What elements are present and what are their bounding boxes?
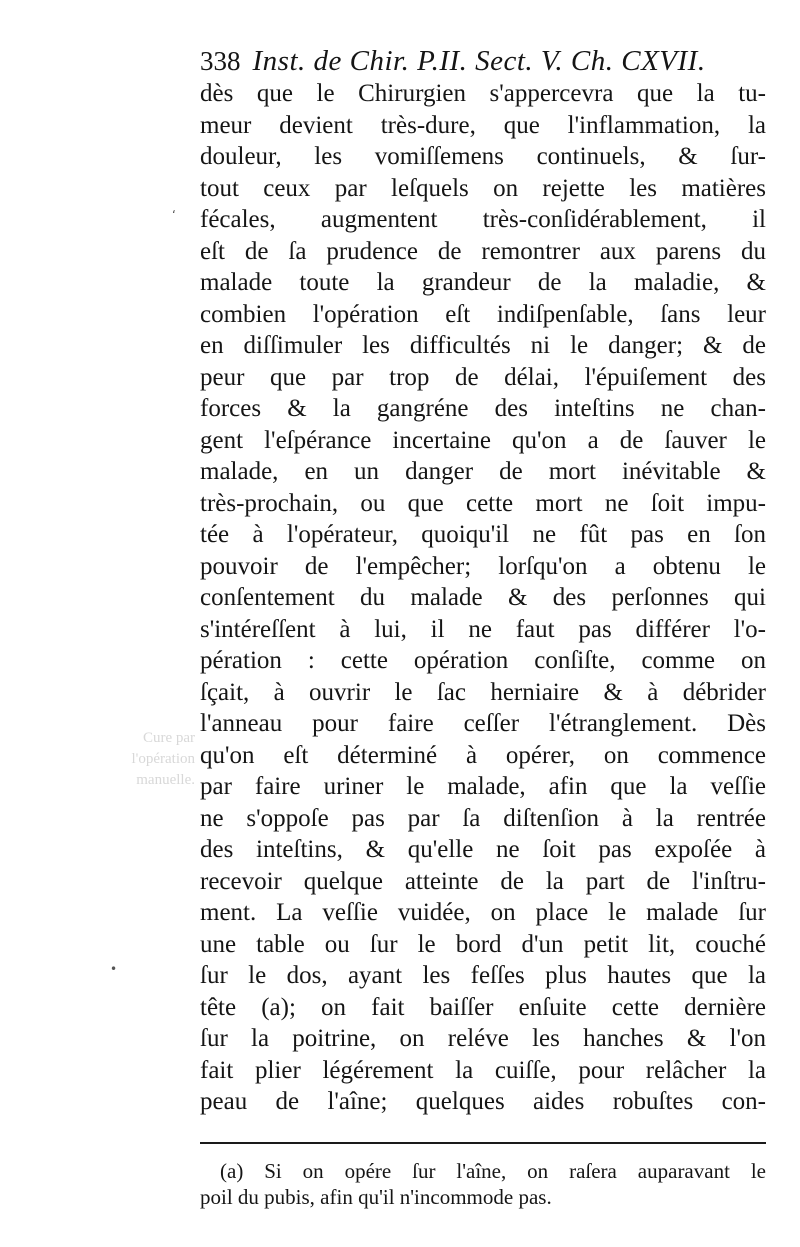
text-line: combien l'opération eſt indiſpenſable, ſans leur: [200, 300, 766, 328]
text-line: peau de l'aîne; quelques aides robuſtes con-: [200, 1088, 766, 1115]
text-line: en diſſimuler les difficultés ni le danger; & de: [200, 332, 766, 359]
text-line: recevoir quelque atteinte de la part de l'inſtru-: [200, 867, 766, 895]
text-line: une table ou ſur le bord d'un petit lit, couché: [200, 930, 766, 958]
page-header: [200, 40, 772, 82]
text-line: ne s'oppoſe pas par ſa diſtenſion à la rentrée: [200, 804, 766, 832]
text-line: très-prochain, ou que cette mort ne ſoit impu-: [200, 489, 766, 517]
text-line: qu'on eſt déterminé à opérer, on commence: [200, 741, 766, 769]
text-line: ſur la poitrine, on reléve les hanches & l'on: [200, 1025, 766, 1052]
footnote: [200, 1158, 766, 1210]
text-line: malade, en un danger de mort inévitable &: [200, 458, 766, 485]
text-line: tout ceux par leſquels on rejette les matières: [200, 174, 766, 202]
text-line: forces & la gangréne des inteſtins ne chan-: [200, 395, 766, 422]
text-line: fécales, augmentent très-conſidérablement, il: [200, 206, 766, 233]
text-line: pération : cette opération conſiſte, comme on: [200, 647, 766, 674]
text-line: gent l'eſpérance incertaine qu'on a de ſauver le: [200, 426, 766, 454]
text-line: dès que le Chirurgien s'appercevra que la tu-: [200, 80, 766, 107]
running-head: Inst. de Chir. P.II. Sect. V. Ch. CXVII.: [252, 45, 706, 77]
footnote-line: (a) Si on opére ſur l'aîne, on raſera auparavant le: [220, 1159, 766, 1183]
text-line: par faire uriner le malade, afin que la veſſie: [200, 773, 766, 800]
footnote-rule: [200, 1142, 766, 1144]
text-line: douleur, les vomiſſemens continuels, & ſur-: [200, 143, 766, 170]
text-line: conſentement du malade & des perſonnes qui: [200, 584, 766, 611]
text-line: pouvoir de l'empêcher; lorſqu'on a obtenu le: [200, 552, 766, 580]
text-line: ſçait, à ouvrir le ſac herniaire & à débrider: [200, 678, 766, 706]
page-number: 338: [200, 46, 241, 76]
text-line: s'intéreſſent à lui, il ne faut pas différer l'o-: [200, 615, 766, 643]
footnote-line: poil du pubis, afin qu'il n'incommode pas.: [200, 1185, 552, 1209]
margin-speck: ‘: [172, 208, 176, 222]
text-line: des inteſtins, & qu'elle ne ſoit pas expoſée à: [200, 836, 766, 863]
text-line: tête (a); on fait baiſſer enſuite cette dernière: [200, 993, 766, 1021]
text-line: tée à l'opérateur, quoiqu'il ne fût pas en ſon: [200, 521, 766, 548]
text-line: ment. La veſſie vuidée, on place le malade ſur: [200, 899, 766, 926]
text-line: eſt de ſa prudence de remontrer aux parens du: [200, 237, 766, 265]
text-line: meur devient très-dure, que l'inflammation, la: [200, 111, 766, 139]
text-line: ſur le dos, ayant les feſſes plus hautes que la: [200, 962, 766, 989]
text-line: peur que par trop de délai, l'épuiſement des: [200, 363, 766, 391]
text-line: fait plier légérement la cuiſſe, pour relâcher la: [200, 1056, 766, 1084]
text-line: malade toute la grandeur de la maladie, &: [200, 269, 766, 296]
margin-speck: •: [110, 962, 118, 976]
body-text: [200, 78, 766, 1118]
show-through-text: Cure par l'opération manuelle.: [131, 730, 195, 788]
text-line: l'anneau pour faire ceſſer l'étranglement. Dès: [200, 710, 766, 737]
